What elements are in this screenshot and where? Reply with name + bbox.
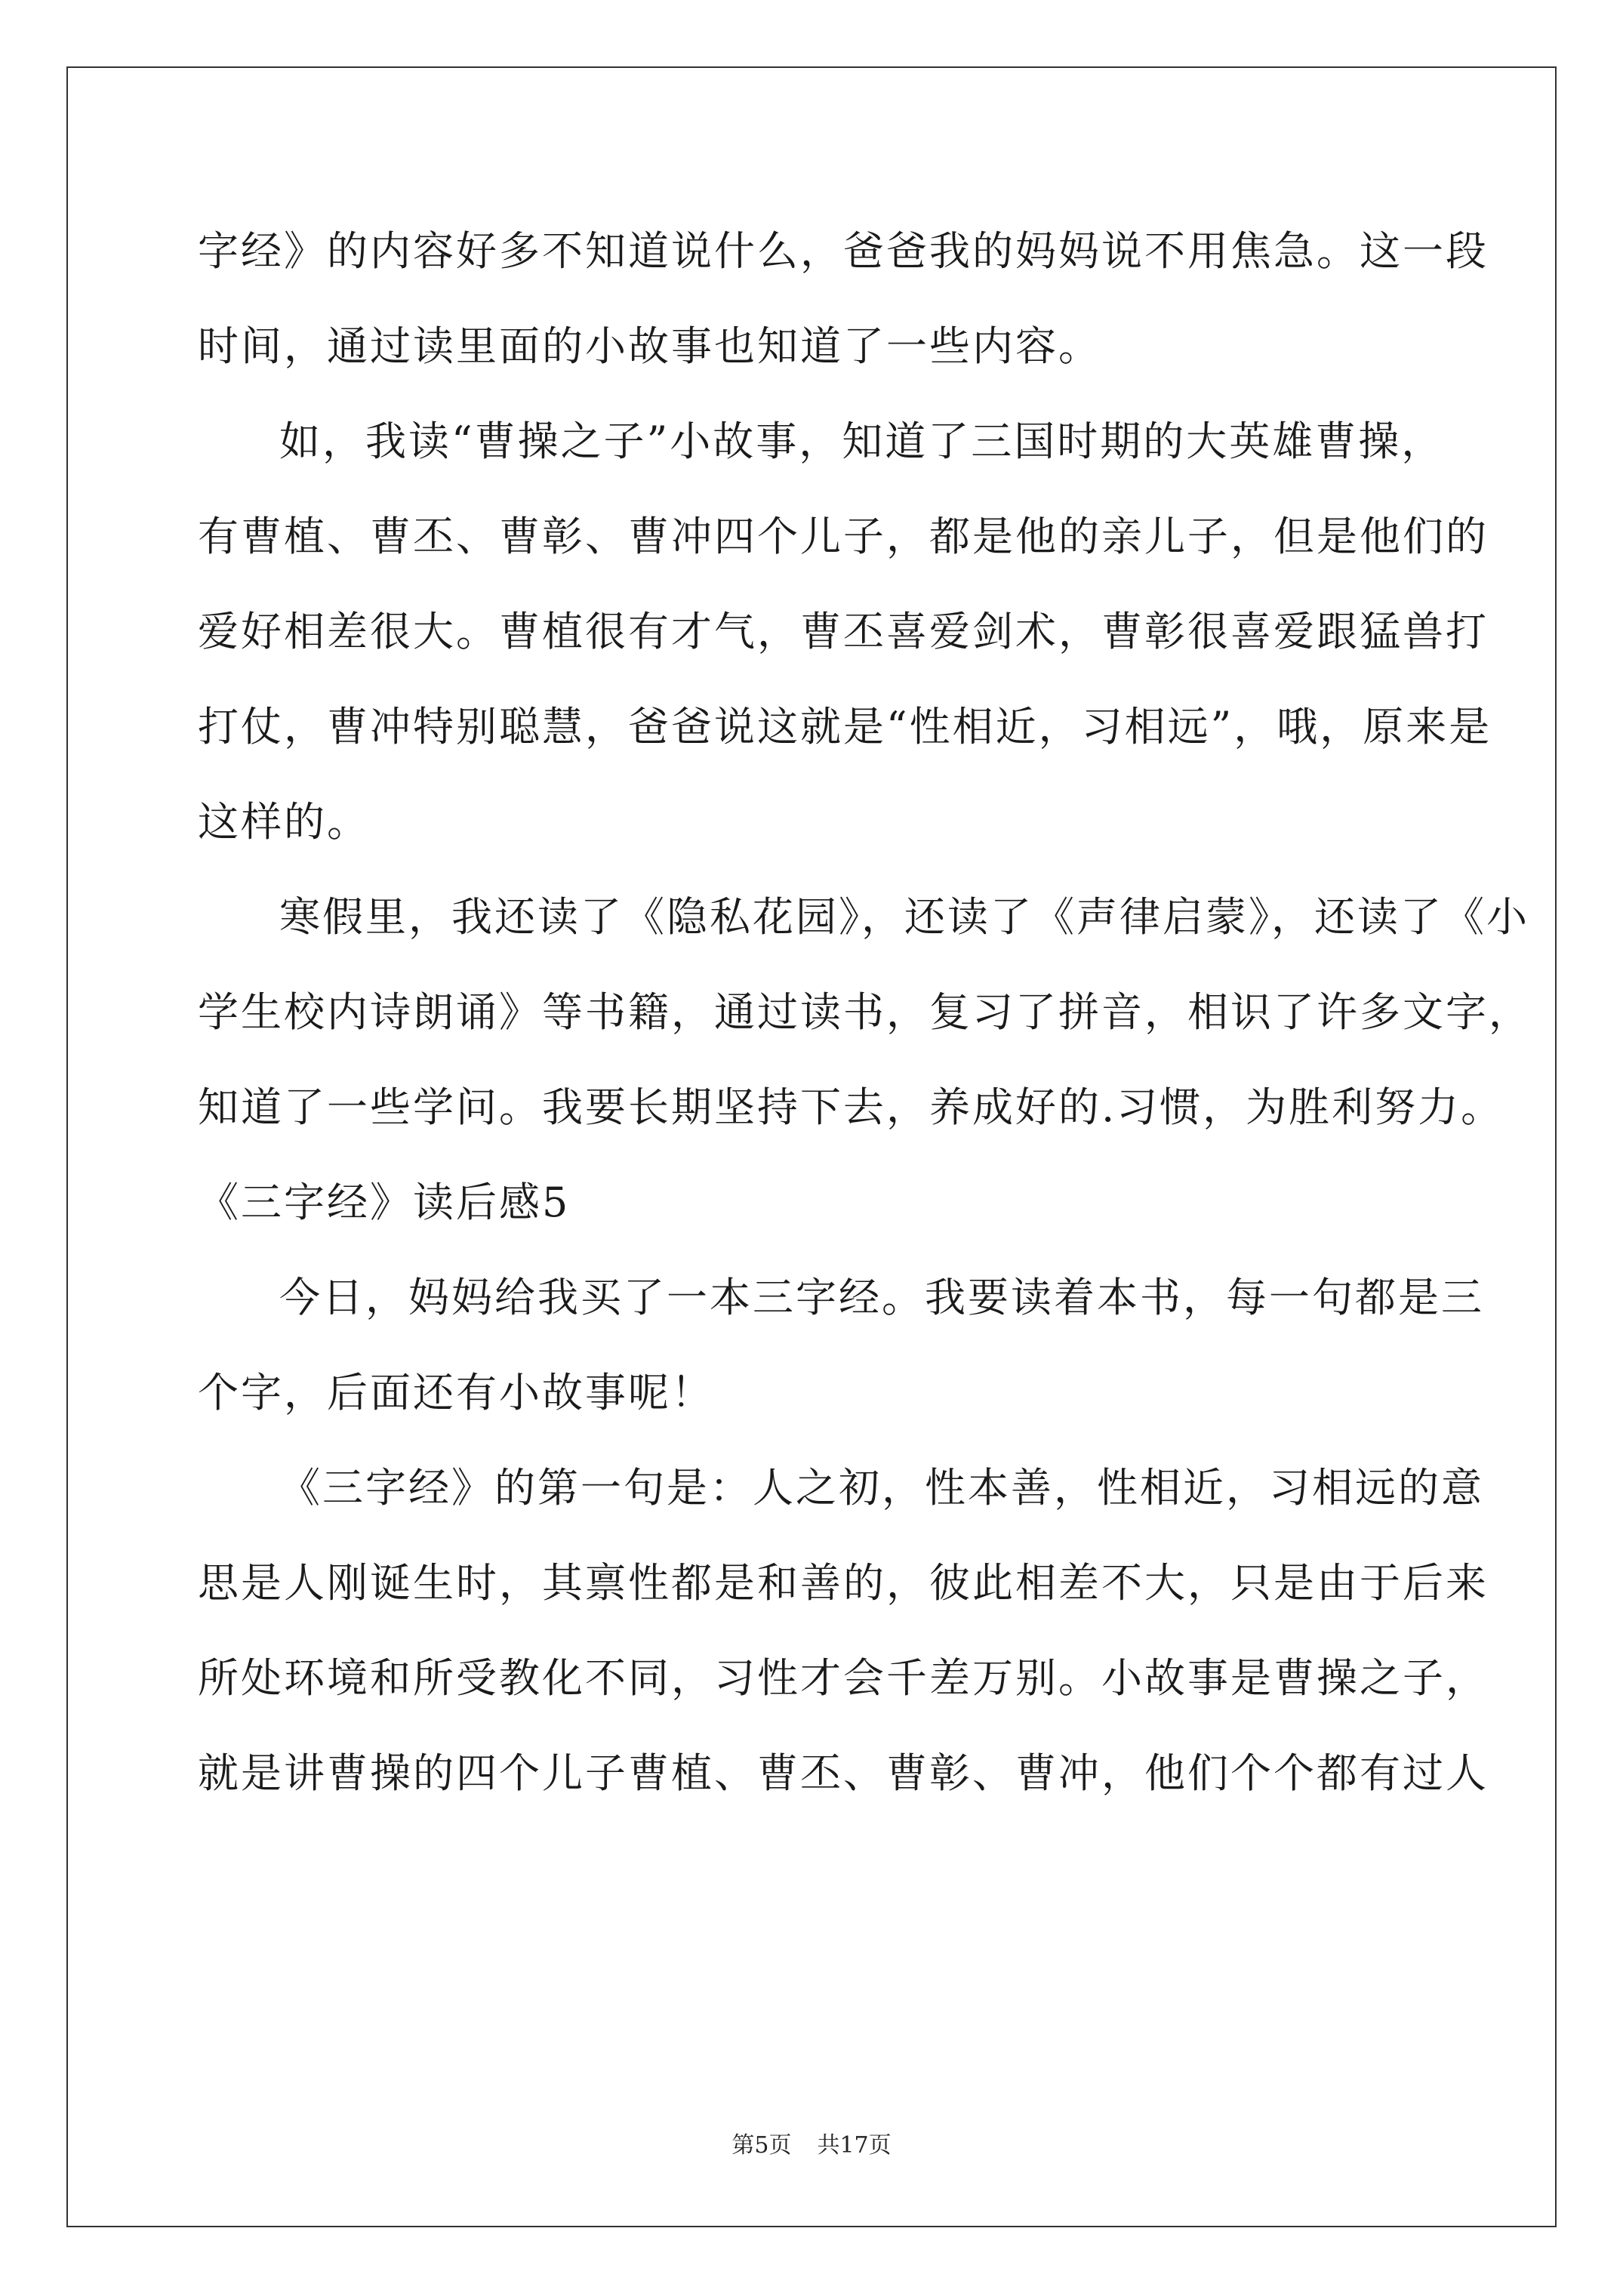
text-line: 如，我读“曹操之子”小故事，知道了三国时期的大英雄曹操，: [279, 418, 1445, 465]
text-line: 字经》的内容好多不知道说什么，爸爸我的妈妈说不用焦急。这一段: [198, 227, 1489, 275]
text-line: 学生校内诗朗诵》等书籍，通过读书，复习了拼音，相识了许多文字，: [198, 988, 1532, 1036]
text-line: 就是讲曹操的四个儿子曹植、曹丕、曹彰、曹冲，他们个个都有过人: [198, 1749, 1489, 1797]
text-line: 知道了一些学问。我要长期坚持下去，养成好的.习惯，为胜利努力。: [198, 1083, 1504, 1131]
page-total: 共17页: [817, 2132, 892, 2159]
section-heading: 《三字经》读后感5: [198, 1179, 571, 1226]
page-footer: [0, 2131, 1623, 2161]
text-line: 个字，后面还有小故事呢！: [198, 1369, 714, 1416]
text-line: 这样的。: [198, 798, 370, 846]
page-number: 第5页: [731, 2132, 792, 2159]
text-line: 思是人刚诞生时，其禀性都是和善的，彼此相差不大，只是由于后来: [198, 1559, 1489, 1607]
text-line: 打仗，曹冲特别聪慧，爸爸说这就是“性相近，习相远”，哦，原来是: [198, 703, 1492, 750]
text-line: 今日，妈妈给我买了一本三字经。我要读着本书，每一句都是三: [279, 1274, 1484, 1321]
text-line: 有曹植、曹丕、曹彰、曹冲四个儿子，都是他的亲儿子，但是他们的: [198, 513, 1489, 560]
text-line: 《三字经》的第一句是：人之初，性本善，性相近，习相远的意: [279, 1464, 1484, 1512]
text-line: 所处环境和所受教化不同，习性才会千差万别。小故事是曹操之子，: [198, 1654, 1489, 1702]
text-line: 时间，通过读里面的小故事也知道了一些内容。: [198, 322, 1101, 370]
text-line: 寒假里，我还读了《隐私花园》，还读了《声律启蒙》，还读了《小: [279, 893, 1529, 941]
page-border: [66, 66, 1557, 2227]
text-line: 爱好相差很大。曹植很有才气，曹丕喜爱剑术，曹彰很喜爱跟猛兽打: [198, 608, 1489, 655]
